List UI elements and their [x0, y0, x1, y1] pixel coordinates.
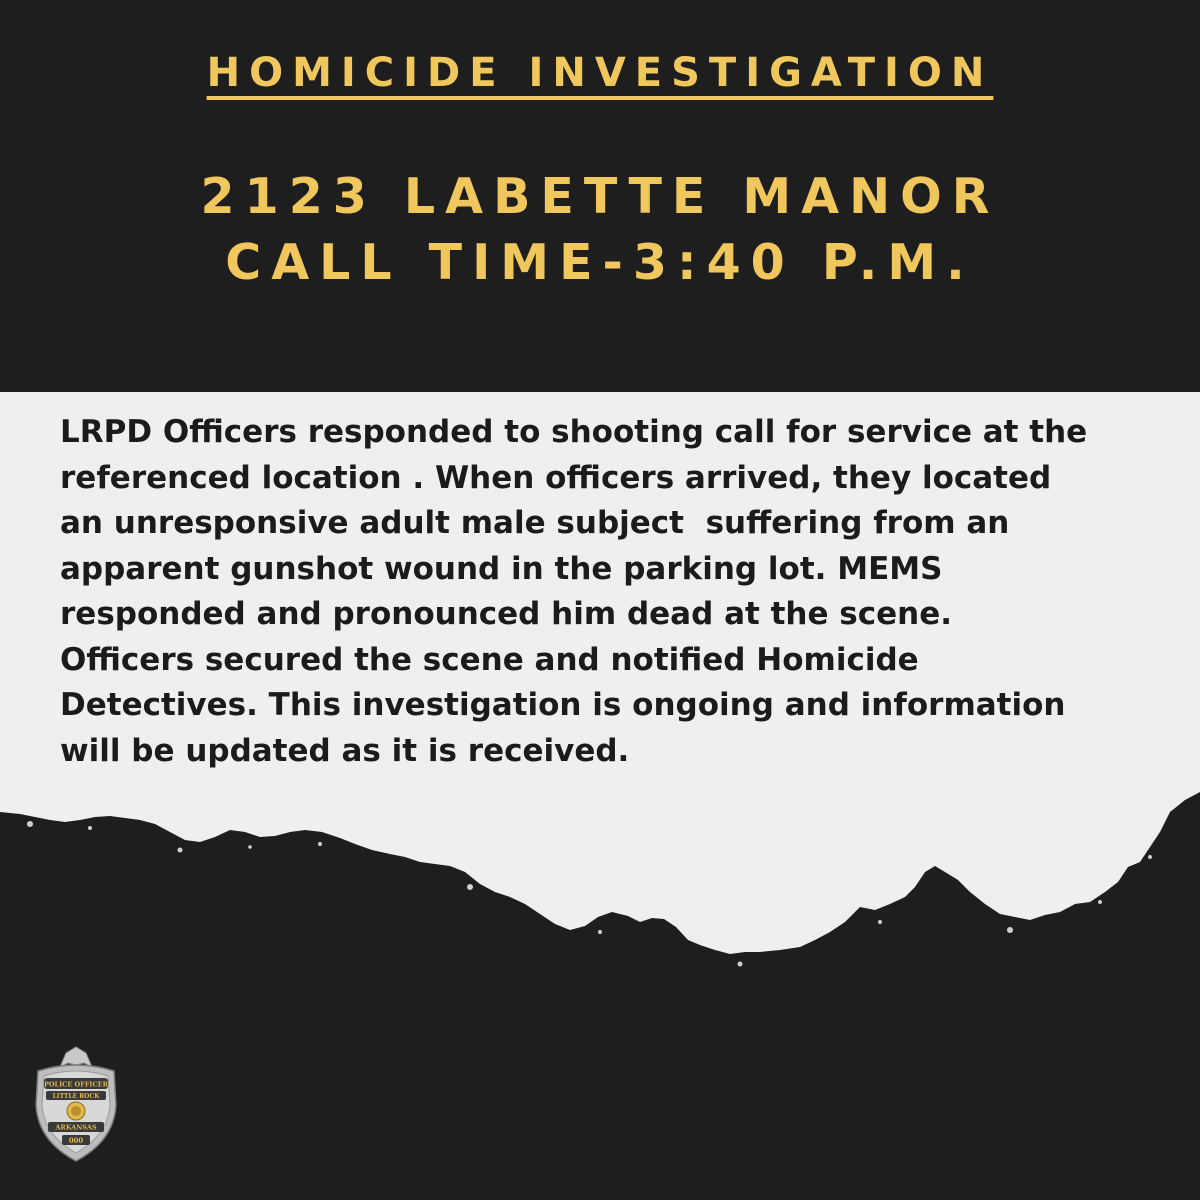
description-line: an unresponsive adult male subject suffering from an [60, 505, 1010, 541]
description-line: LRPD Officers responded to shooting call for service at the [60, 414, 1088, 450]
description-line: will be updated as it is received. [60, 732, 630, 769]
incident-description [60, 410, 1170, 774]
police-badge-logo [30, 1045, 122, 1165]
call-time-line: CALL TIME-3:40 P.M. [225, 234, 975, 291]
badge-state-text: ARKANSAS [55, 1123, 97, 1132]
description-line: apparent gunshot wound in the parking lot. MEMS [60, 550, 943, 587]
description-line: Detectives. This investigation is ongoing and information [60, 687, 1066, 723]
headline-text: HOMICIDE INVESTIGATION [206, 50, 994, 96]
location-block [0, 164, 1200, 296]
description-line: referenced location . When officers arrived, they located [60, 459, 1052, 496]
headline [0, 50, 1200, 96]
badge-icon [30, 1045, 122, 1165]
badge-city-text: LITTLE ROCK [52, 1093, 100, 1100]
badge-top-text: POLICE OFFICER [43, 1080, 109, 1089]
description-line: responded and pronounced him dead at the scene. [60, 596, 953, 632]
description-line: Officers secured the scene and notified Homicide [60, 641, 919, 678]
badge-number-text: 000 [68, 1136, 84, 1145]
header-section [0, 0, 1200, 392]
address-line: 2123 LABETTE MANOR [200, 168, 1000, 225]
